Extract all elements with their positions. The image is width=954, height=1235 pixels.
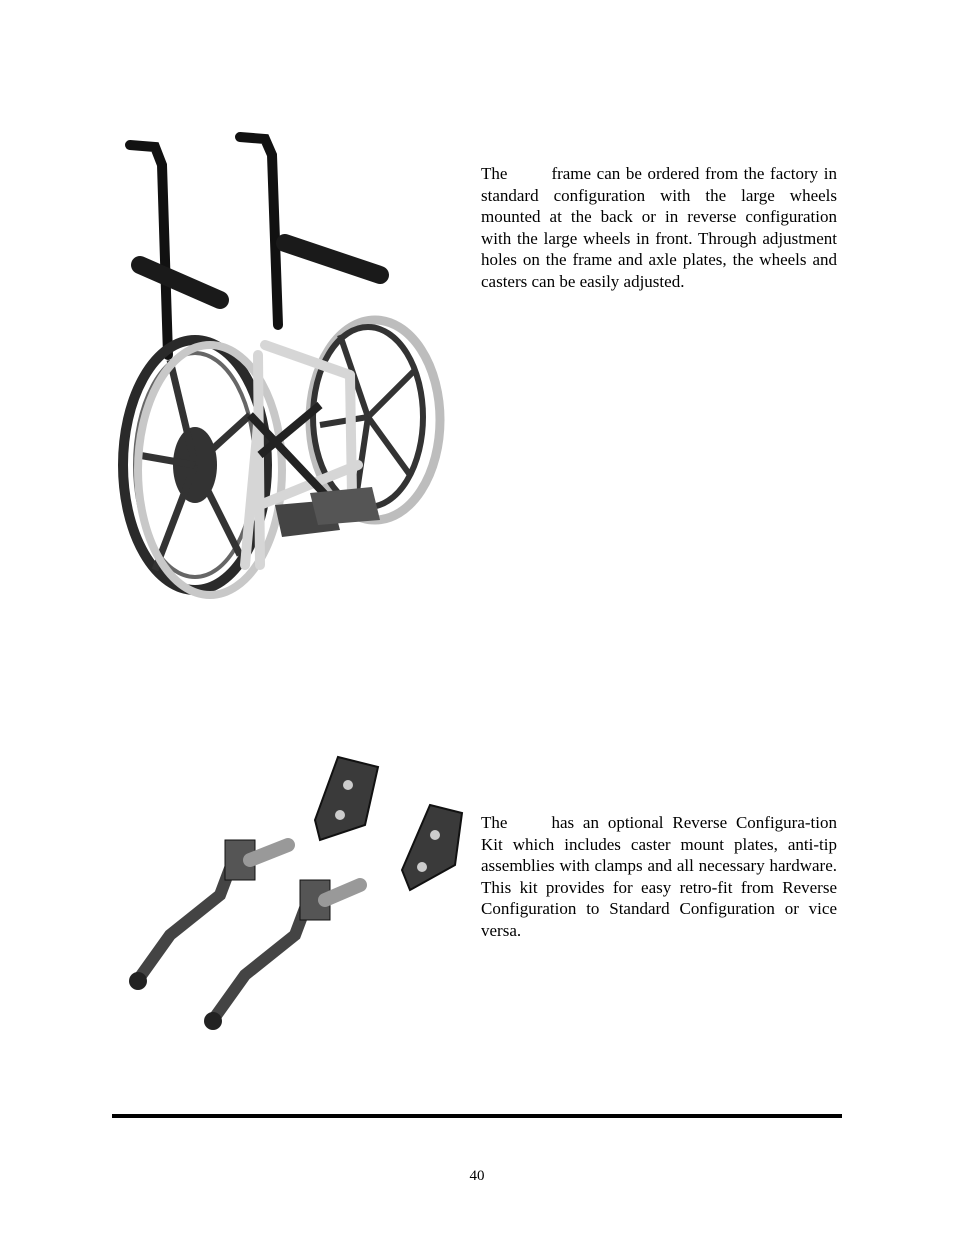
footer-rule [112, 1114, 842, 1118]
frame-description-rest: frame can be ordered from the factory in standard configuration with the large wheels mounted at the back or in reverse configuration with the large wheels in front. Through adjustment holes on the frame and axle plates, the wheels and casters can be easily adjusted. [481, 164, 837, 291]
reverse-kit-description-lead: The [481, 813, 508, 832]
reverse-kit-description-rest: has an optional Reverse Configura-tion Kit which includes caster mount plates, anti-tip assemblies with clamps and all necessary hardware. This kit provides for easy retro-fit from Reverse Configuration to Standard Configuration or vice versa. [481, 813, 837, 940]
frame-description-lead: The [481, 164, 508, 183]
reverse-kit-illustration [110, 745, 480, 1045]
wheelchair-illustration [110, 125, 460, 605]
reverse-kit-description [481, 812, 837, 941]
page-number: 40 [469, 1168, 485, 1184]
frame-description [481, 163, 837, 292]
